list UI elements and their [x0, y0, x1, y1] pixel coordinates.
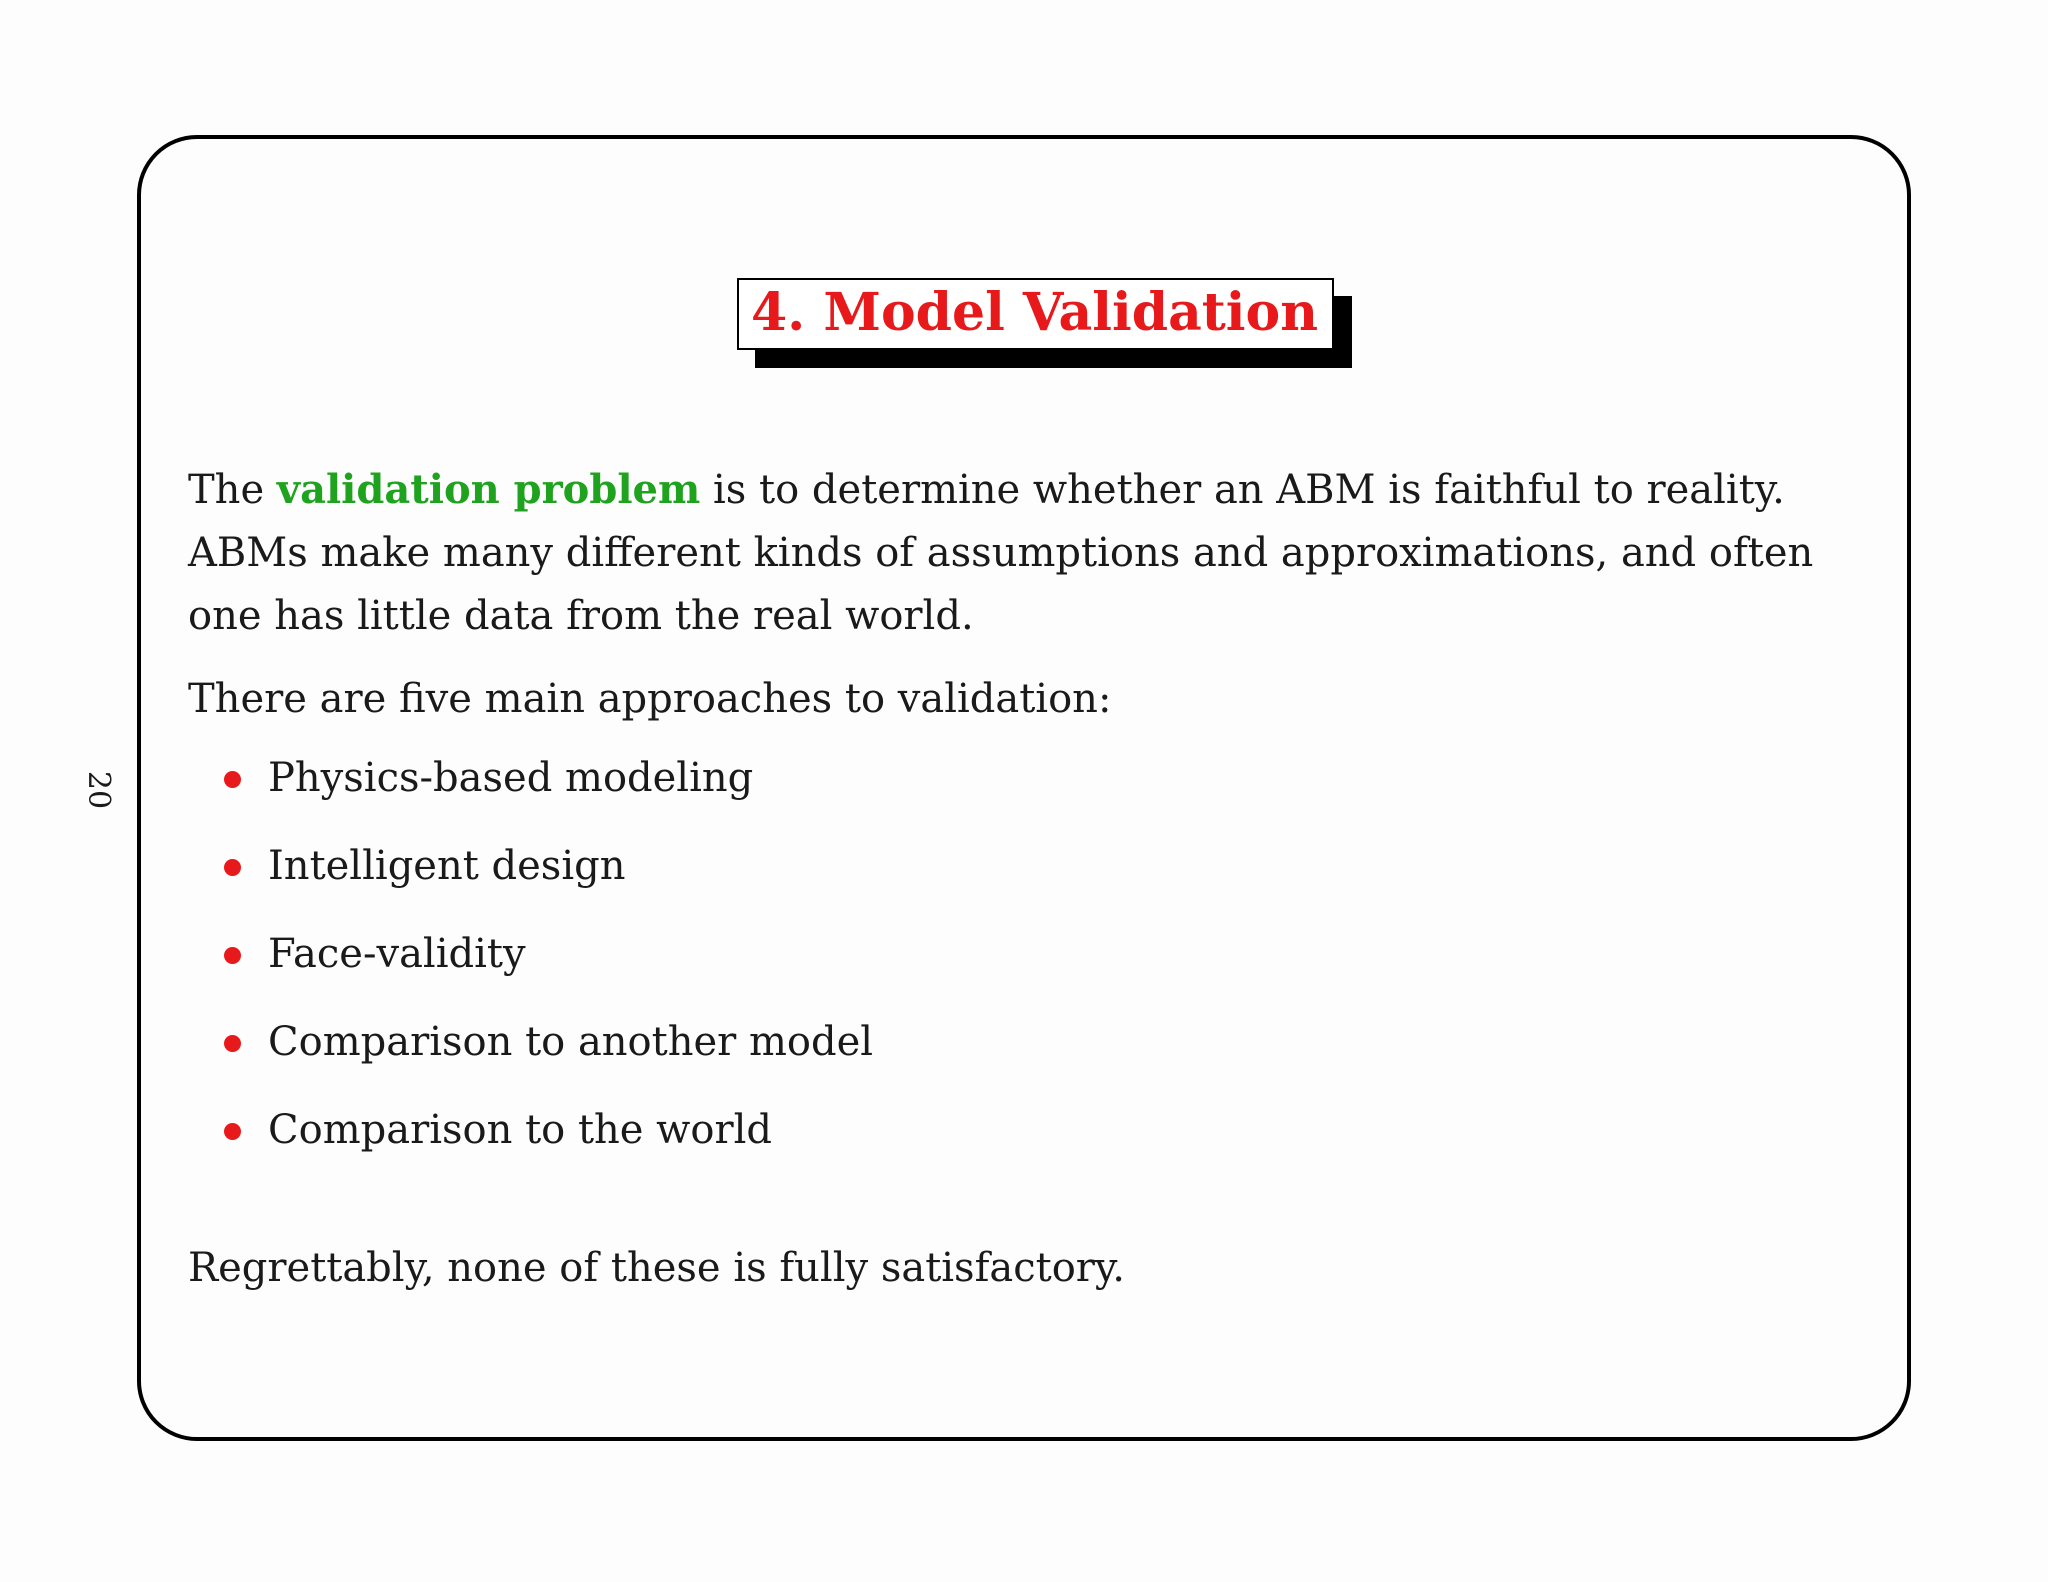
page-number: 20	[81, 770, 116, 810]
bullet-icon	[224, 947, 241, 964]
closing-text: Regrettably, none of these is fully satisfactory.	[188, 1245, 1125, 1291]
bullet-icon	[224, 1123, 241, 1140]
highlight-term: validation problem	[276, 466, 701, 513]
slide-title: 4. Model Validation	[737, 278, 1334, 350]
list-item-label: Physics-based modeling	[268, 755, 754, 801]
bullet-icon	[224, 859, 241, 876]
bullet-icon	[224, 1035, 241, 1052]
list-item	[188, 835, 1888, 923]
list-item-label: Comparison to another model	[268, 1019, 874, 1065]
title-block	[737, 278, 1334, 350]
list-item-label: Intelligent design	[268, 843, 626, 889]
slide-content	[188, 458, 1888, 1300]
list-item	[188, 1011, 1888, 1099]
intro-before: The	[188, 467, 277, 513]
lead-in-text: There are five main approaches to validation:	[188, 676, 1112, 722]
list-item	[188, 1099, 1888, 1187]
list-item-label: Face-validity	[268, 931, 526, 977]
list-item	[188, 747, 1888, 835]
intro-paragraph	[188, 458, 1888, 648]
intro-after: is to determine whether an ABM is faithful to reality. ABMs make many different kinds of assumptions and approximations, and often one has little data from the real world.	[188, 467, 1814, 639]
approaches-list	[188, 747, 1888, 1187]
list-item	[188, 923, 1888, 1011]
list-item-label: Comparison to the world	[268, 1107, 773, 1153]
bullet-icon	[224, 771, 241, 788]
